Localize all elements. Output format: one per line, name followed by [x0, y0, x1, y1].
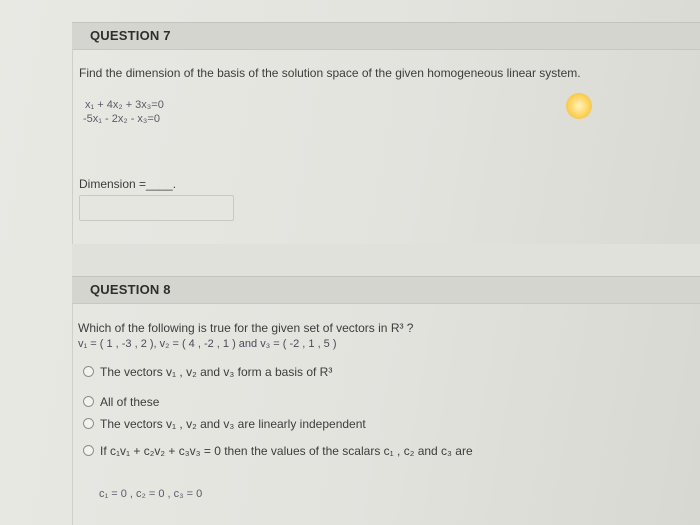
question-7-prompt: Find the dimension of the basis of the solution space of the given homogeneous linear system. [79, 66, 581, 80]
option-linearly-independent[interactable] [83, 417, 366, 431]
option-basis[interactable] [83, 365, 332, 379]
radio-button-icon[interactable] [83, 396, 94, 407]
option-linearly-independent-label: The vectors v₁ , v₂ and v₃ are linearly independent [100, 417, 366, 431]
question-8-title: QUESTION 8 [90, 282, 171, 297]
vector-definitions: v₁ = ( 1 , -3 , 2 ), v₂ = ( 4 , -2 , 1 ) and v₃ = ( -2 , 1 , 5 ) [78, 338, 337, 350]
question-7-header [72, 22, 700, 50]
option-scalars[interactable] [83, 444, 473, 458]
equation-1: x₁ + 4x₂ + 3x₃=0 [85, 99, 164, 111]
option-scalars-label: If c₁v₁ + c₂v₂ + c₃v₃ = 0 then the values of the scalars c₁ , c₂ and c₃ are [100, 444, 473, 458]
question-8-body [72, 303, 700, 525]
dimension-answer-input[interactable] [79, 195, 234, 221]
question-7-title: QUESTION 7 [90, 28, 171, 43]
equation-2: -5x₁ - 2x₂ - x₃=0 [83, 113, 160, 125]
dimension-label: Dimension =____. [79, 177, 177, 191]
question-8-header [72, 276, 700, 304]
question-7-body [72, 49, 700, 244]
question-8-prompt: Which of the following is true for the given set of vectors in R³ ? [78, 321, 414, 335]
scalar-values: c₁ = 0 , c₂ = 0 , c₃ = 0 [99, 488, 203, 500]
radio-button-icon[interactable] [83, 366, 94, 377]
option-all-of-these-label: All of these [100, 395, 160, 409]
radio-button-icon[interactable] [83, 445, 94, 456]
light-glare [566, 93, 592, 119]
option-basis-label: The vectors v₁ , v₂ and v₃ form a basis of R³ [100, 365, 333, 379]
radio-button-icon[interactable] [83, 418, 94, 429]
option-all-of-these[interactable] [83, 395, 159, 409]
question-divider [72, 244, 700, 276]
